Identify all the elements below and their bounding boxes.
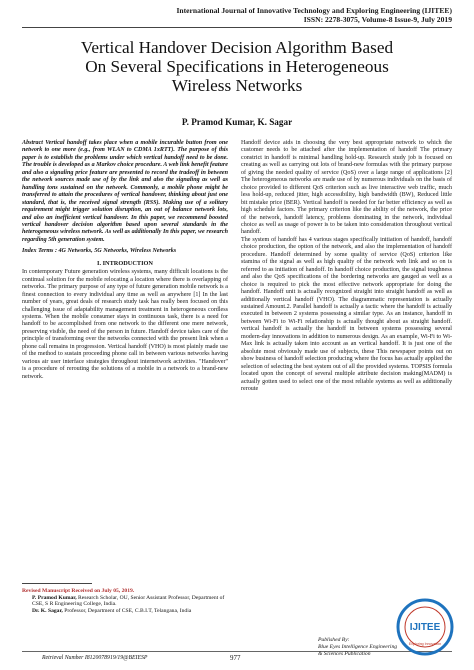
title-line: On Several Specifications in Heterogeneous	[85, 57, 389, 76]
paper-title	[22, 38, 452, 95]
body-paragraph-1: Handoff device aids in choosing the very best appropriate network to which the customer needs to be attached after the implementation of handoff The primary constrict in handoff is minimal handling hold-up. Research study job is focused on creating as well as carrying out lots of brand-new formulas with the primary purpose of giving the needed quality of service (QoS) over a large range of applications [2] The heterogeneous networks are made use of by numerous individuals on the basis of choice provided to different QoS criterion such as live interactive web traffic, much less hold-up, reduced jitter, high accessibility, high bandwidth (BW), Reduced little bit mistake price (BER). Vertical handoff is needed for far better efficiency as well as high schedule factors. The primary criterion like the ability of the network, the price of the network, handoff latency, problems dominating in the network, individual choice as well as usage of power is to be taken into consideration throughout vertical handoff.	[241, 140, 452, 236]
publisher-block	[318, 637, 397, 657]
publisher-line: Published By:	[318, 637, 350, 643]
introduction-paragraph: In contemporary Future generation wireless systems, many difficult locations is the continual solution for the mobile relocating a location where there is overlapping of networks. The primary purpose of any type of future generation mobile network is a finest connection to every individual any time as well as anywhere [1] In the last number of years, great deals of research study task has really been focused on this challenging issue of adaptability management treatment in heterogeneous cordless systems. When the mobile consumer stays in continuous task, there is a need for handoff to be accomplished from one network to the different one mere network, preserving visible, the need of the person in future. Handoff device takes care of the principle of transforming over the networks connected with the present link when a phone call remains in progression. Vertical handoff (VHO) is most plainly made use of the method to sustain proceeding phone call in between various networks having various air user interface strategies throughout internetwork activities. "Handover" is a procedure of rerouting the solutions of a mobile in a network to a brand-new network.	[22, 269, 228, 380]
author1-affil-text: Research Scholar, OU, Senior Assistant Professor, Department of CSE, S R Engineering College, India.	[32, 594, 225, 608]
footnote-rule	[22, 583, 92, 584]
journal-header	[22, 6, 452, 25]
ijitee-logo-icon	[396, 598, 454, 656]
publisher-line: & Sciences Publication	[318, 650, 371, 657]
page-number: 977	[230, 654, 241, 662]
section-heading-introduction: I. INTRODUCTION	[97, 259, 153, 267]
abstract	[22, 140, 228, 244]
abstract-lead: Abstract	[22, 140, 43, 146]
index-terms: Index Terms : 4G Networks, 5G Networks, Wireless Networks	[22, 248, 177, 255]
title-line: Vertical Handover Decision Algorithm Based	[80, 38, 394, 57]
author2-name: Dr. K. Sagar,	[32, 608, 63, 615]
header-rule	[22, 27, 452, 28]
footnotes	[22, 588, 228, 615]
manuscript-received: Revised Manuscript Received on July 05, 2019.	[22, 588, 135, 594]
logo-ring-text: Exploring Innovation	[408, 642, 442, 646]
right-column	[241, 140, 452, 393]
journal-name: International Journal of Innovative Technology and Exploring Engineering (IJITEE)	[176, 6, 452, 15]
author2-affiliation	[22, 608, 228, 615]
body-paragraph-2: The system of handoff has 4 various stages specifically initiation of handoff, handoff choice production, the option of the network, and also the implementation of handoff procedure. Handoff determined by some quality of service (QoS) criterion like stamina of the signal as well as high quality of the network web link and so on is referred to as initiation of handoff. In handoff choice production, the signal toughness and also the QoS specifications of the bordering networks are gauged as well as a choice is required to pick the most effective network appropriate for doing the handoff. Handoff unit is actually recognized straight into straight handoff as well as additionally vertical handoff (VHO). The diagrammatic representation is actually sustained Amount.2. Parallel handoff is actually a tactic where the handoff is actually executed in between 2 systems possessing a similar type. As an instance, handoff in between Wi-Fi to Wi-Fi relationship is actually thought about as straight handoff. vertical handoff is actually the handoff in between systems possessing several modern-day innovations in addition to numerous design. As an example, Wi-Fi to Wi-Max link is actually taken into account as an vertical handoff. It is just one of the absolute most obviously made use of subjects, these This newspaper points out on show business of handoff selection producing where the focus has actually applied the selection of selecting the best system out of all the provided systems. TOPSIS formula located upon the concept of several multiple attribute decision making(MADM) is actually gotten used to select one of the most reliable systems as well as additionally reroute	[241, 236, 452, 392]
logo-text: IJITEE	[409, 622, 441, 633]
author2-affil-text: Professor, Department of CSE, C.B.I.T, Telangana, India	[62, 608, 192, 615]
left-column	[22, 140, 228, 381]
publisher-line: Blue Eyes Intelligence Engineering	[318, 643, 398, 650]
retrieval-number: Retrieval Number I8120078919/19@BEIESP	[42, 655, 148, 661]
author1-name: P. Pramod Kumar,	[32, 594, 77, 601]
paper-authors: P. Pramod Kumar, K. Sagar	[181, 117, 293, 127]
title-line: Wireless Networks	[171, 76, 303, 95]
journal-issn: ISSN: 2278-3075, Volume-8 Issue-9, July 2019	[303, 15, 452, 25]
abstract-text: Vertical handoff takes place when a mobile incurable button from one network to one more (e.g., from WLAN to CDMA 1xRTT). The purpose of this paper is to establish the problems under which vertical handoff need to be done. The trouble is developed as a Markov choice procedure. A web link benefit feature and also a signaling price feature are presented to record the tradeoff in between the network sources made use of by the link and also the signaling as well as handling tons sustained on the network. Commonly, a mobile phone might be transferred to attain the procedures of vertical handover, thinking about just one standard, that is, the received signal strength (RSS). Making use of a solitary requirement might trigger solution disruption, an out of balance network lots, and also an inefficient vertical handover. In this paper, we recommend boosted vertical handover decision algorithm based upon several standards in the heterogeneous wireless network. As well as additionally In this paper, we research regarding 5th generation system.	[22, 140, 228, 243]
author1-affiliation	[22, 595, 228, 608]
